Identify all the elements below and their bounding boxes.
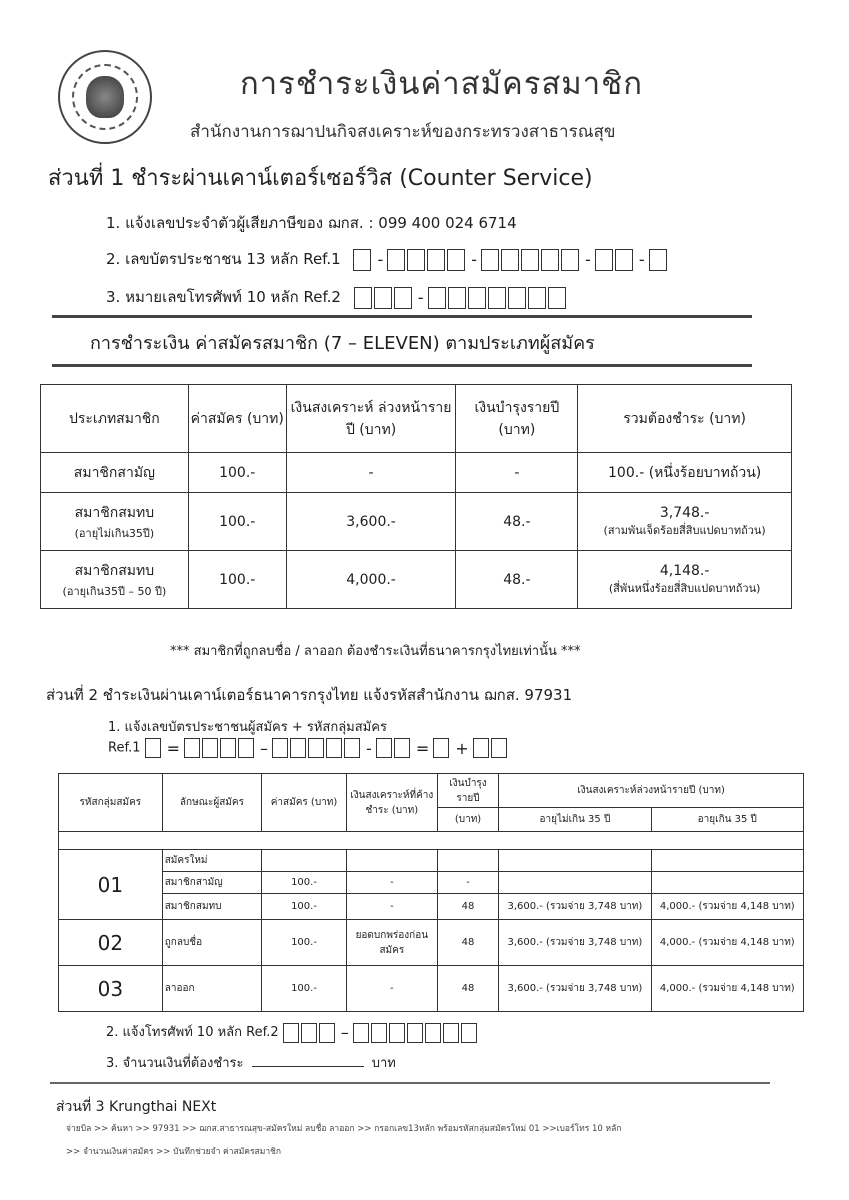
section2-ref1: [108, 738, 509, 758]
cell-fee: 100.-: [262, 872, 347, 894]
th-advance: เงินสงเคราะห์ล่วงหน้ารายปี (บาท): [499, 774, 804, 808]
amount-unit: บาท: [371, 1056, 396, 1071]
table-row: [59, 966, 804, 1012]
cell-type: สมาชิกสมทบ (อายุไม่เกิน35ปี): [41, 493, 189, 551]
table-row: [41, 551, 792, 609]
blacklist-note: *** สมาชิกที่ถูกลบชื่อ / ลาออก ต้องชำระเงินที่ธนาคารกรุงไทยเท่านั้น ***: [170, 644, 581, 659]
id-card-boxes: - - - -: [353, 249, 668, 271]
section2-item3-label: 3. จำนวนเงินที่ต้องชำระ: [106, 1056, 244, 1071]
cell-advance: 4,000.-: [286, 551, 456, 609]
seal-emblem: [86, 76, 124, 118]
cell-total: 100.- (หนึ่งร้อยบาทถ้วน): [578, 453, 792, 493]
th-fee: ค่าสมัคร (บาท): [188, 385, 286, 453]
ref1-boxes: = – - = +: [145, 738, 509, 758]
cell-annual: -: [437, 872, 498, 894]
section2-item1: 1. แจ้งเลขบัตรประชาชนผู้สมัคร + รหัสกลุ่มสมัคร: [108, 720, 387, 735]
th-annual: เงินบำรุง รายปี: [437, 774, 498, 808]
cell-annual: 48.-: [456, 493, 578, 551]
th-total: รวมต้องชำระ (บาท): [578, 385, 792, 453]
divider-bottom: [52, 364, 752, 367]
cell-fee: 100.-: [262, 894, 347, 920]
cell-annual: -: [456, 453, 578, 493]
cell-le35: 3,600.- (รวมจ่าย 3,748 บาท): [499, 966, 651, 1012]
table-row: [59, 872, 804, 894]
th-advance: เงินสงเคราะห์ ล่วงหน้ารายปี (บาท): [286, 385, 456, 453]
cell-type: สมาชิกสามัญ: [41, 453, 189, 493]
th-adv-paid: เงินสงเคราะห์ที่ค้างชำระ (บาท): [346, 774, 437, 832]
cell-adv-paid: ยอดบกพร่องก่อนสมัคร: [346, 920, 437, 966]
section3-divider: [50, 1082, 770, 1084]
cell-annual: 48: [437, 894, 498, 920]
cell-annual: 48.-: [456, 551, 578, 609]
table-row: [41, 493, 792, 551]
section1-item3: [106, 285, 568, 309]
th-type: ประเภทสมาชิก: [41, 385, 189, 453]
section3-path1: จ่ายบิล >> ค้นหา >> 97931 >> ฌกส.สาธารณสุข-สมัครใหม่ ลบชื่อ ลาออก >> กรอกเลข13หลัก พร้อมรหัสกลุ่มสมัครใหม่ 01 >>เบอร์โทร 10 หลัก: [66, 1124, 622, 1134]
cell-le35: 3,600.- (รวมจ่าย 3,748 บาท): [499, 920, 651, 966]
organization-seal-logo: [58, 50, 152, 144]
cell-adv-paid: -: [346, 894, 437, 920]
page-title: การชำระเงินค่าสมัครสมาชิก: [240, 66, 643, 102]
section1-heading: ส่วนที่ 1 ชำระผ่านเคาน์เตอร์เซอร์วิส (Counter Service): [48, 166, 593, 191]
section1-item2-label: 2. เลขบัตรประชาชน 13 หลัก Ref.1: [106, 250, 341, 268]
cell-group: สมาชิกสมทบ: [162, 894, 261, 920]
cell-group: ถูกลบชื่อ: [162, 920, 261, 966]
group-code-01: 01: [59, 850, 163, 920]
table-row: [59, 920, 804, 966]
ref2-boxes: –: [283, 1023, 479, 1043]
divider-top: [52, 315, 752, 318]
cell-fee: 100.-: [188, 493, 286, 551]
section2-item2: [106, 1021, 479, 1043]
cell-total: 3,748.- (สามพันเจ็ดร้อยสี่สิบแปดบาทถ้วน): [578, 493, 792, 551]
cell-type: สมาชิกสมทบ (อายุเกิน35ปี – 50 ปี): [41, 551, 189, 609]
fee-table-7eleven: [40, 384, 792, 609]
cell-fee: 100.-: [262, 920, 347, 966]
cell-le35: [499, 872, 651, 894]
cell-advance: 3,600.-: [286, 493, 456, 551]
th-annual-unit: (บาท): [437, 808, 498, 832]
cell-annual: 48: [437, 920, 498, 966]
cell-group: สมัครใหม่: [162, 850, 261, 872]
cell-gt35: 4,000.- (รวมจ่าย 4,148 บาท): [651, 966, 803, 1012]
ref1-label: Ref.1: [108, 740, 141, 756]
section2-heading: ส่วนที่ 2 ชำระเงินผ่านเคาน์เตอร์ธนาคารกรุงไทย แจ้งรหัสสำนักงาน ฌกส. 97931: [46, 686, 573, 704]
section1-item1: 1. แจ้งเลขประจำตัวผู้เสียภาษีของ ฌกส. : 099 400 024 6714: [106, 214, 517, 232]
cell-group: สมาชิกสามัญ: [162, 872, 261, 894]
section1-item3-label: 3. หมายเลขโทรศัพท์ 10 หลัก Ref.2: [106, 288, 341, 306]
cell-adv-paid: -: [346, 966, 437, 1012]
cell-annual: 48: [437, 966, 498, 1012]
amount-blank: [252, 1066, 364, 1067]
cell-fee: 100.-: [188, 453, 286, 493]
cell-gt35: 4,000.- (รวมจ่าย 4,148 บาท): [651, 920, 803, 966]
cell-gt35: 4,000.- (รวมจ่าย 4,148 บาท): [651, 894, 803, 920]
section2-item3: [106, 1052, 396, 1073]
section3-path2: >> จำนวนเงินค่าสมัคร >> บันทึกช่วยจำ ค่าสมัครสมาชิก: [66, 1147, 282, 1157]
cell-total: 4,148.- (สี่พันหนึ่งร้อยสี่สิบแปดบาทถ้วน): [578, 551, 792, 609]
cell-fee: 100.-: [188, 551, 286, 609]
cell-fee: 100.-: [262, 966, 347, 1012]
th-annual: เงินบำรุงรายปี (บาท): [456, 385, 578, 453]
th-code: รหัสกลุ่มสมัคร: [59, 774, 163, 832]
th-age-le35: อายุไม่เกิน 35 ปี: [499, 808, 651, 832]
table-row: [41, 453, 792, 493]
cell-le35: 3,600.- (รวมจ่าย 3,748 บาท): [499, 894, 651, 920]
section2-item2-label: 2. แจ้งโทรศัพท์ 10 หลัก Ref.2: [106, 1025, 279, 1040]
section1-item2: [106, 247, 669, 271]
cell-gt35: [651, 872, 803, 894]
section1-table-heading: การชำระเงิน ค่าสมัครสมาชิก (7 – ELEVEN) ตามประเภทผู้สมัคร: [90, 333, 595, 354]
cell-adv-paid: -: [346, 872, 437, 894]
phone-boxes: -: [354, 287, 568, 309]
section3-heading: ส่วนที่ 3 Krungthai NEXt: [56, 1099, 217, 1115]
th-group: ลักษณะผู้สมัคร: [162, 774, 261, 832]
group-code-02: 02: [59, 920, 163, 966]
cell-group: ลาออก: [162, 966, 261, 1012]
page-subtitle: สำนักงานการฌาปนกิจสงเคราะห์ของกระทรวงสาธารณสุข: [190, 122, 616, 142]
th-age-gt35: อายุเกิน 35 ปี: [651, 808, 803, 832]
table-row: [59, 894, 804, 920]
table-row: [59, 850, 804, 872]
fee-table-krungthai: [58, 773, 804, 1012]
th-fee: ค่าสมัคร (บาท): [262, 774, 347, 832]
group-code-03: 03: [59, 966, 163, 1012]
cell-advance: -: [286, 453, 456, 493]
